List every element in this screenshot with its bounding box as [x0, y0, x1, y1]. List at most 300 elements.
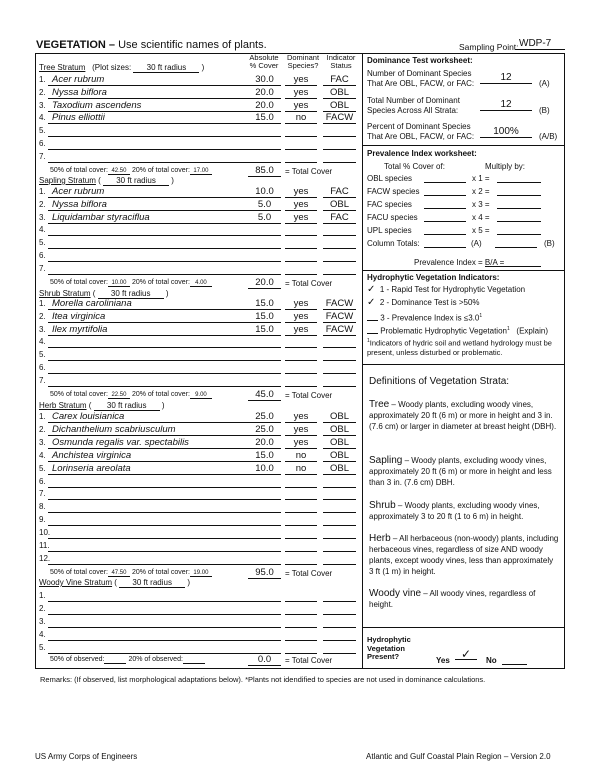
prevalence-index-field[interactable] [485, 258, 541, 267]
absolute-cover-field[interactable] [248, 336, 281, 348]
indicator-status-field[interactable]: FAC [323, 212, 356, 224]
absolute-cover-field[interactable] [248, 151, 281, 163]
dominant-species-field[interactable] [285, 224, 317, 236]
shrub-species-row [39, 375, 359, 387]
definition-woody-vine: Woody vine – All woody vines, regardless of height. [369, 588, 536, 609]
absolute-cover-field[interactable] [248, 629, 281, 641]
row-number: 5. [39, 126, 46, 136]
indicator-status-field[interactable] [323, 514, 356, 526]
column-total-b-field[interactable] [495, 239, 537, 248]
species-name-field[interactable] [48, 125, 281, 137]
absolute-cover-field[interactable]: 20.0 [248, 87, 281, 99]
prevalence-cover-field[interactable] [424, 213, 466, 222]
species-name-field[interactable] [48, 527, 281, 539]
row-number: 11. [39, 541, 50, 550]
multiplier-label: x 2 = [472, 187, 490, 196]
absolute-cover-field[interactable] [248, 540, 281, 552]
species-name-field[interactable] [48, 540, 281, 552]
dominant-species-field[interactable]: no [285, 112, 317, 124]
absolute-cover-field[interactable] [248, 527, 281, 539]
indicator-status-field[interactable]: FACW [323, 112, 356, 124]
prevalence-species-label: UPL species [367, 226, 412, 235]
dominant-species-field[interactable]: yes [285, 212, 317, 224]
dominant-species-field[interactable] [285, 642, 317, 654]
row-number: 10. [39, 528, 51, 538]
absolute-cover-field[interactable]: 15.0 [248, 112, 281, 124]
absolute-cover-field[interactable]: 15.0 [248, 324, 281, 336]
absolute-cover-field[interactable]: 10.0 [248, 186, 281, 198]
multiplier-label: x 4 = [472, 213, 490, 222]
dominant-species-field[interactable]: yes [285, 186, 317, 198]
sapling-total-cover[interactable]: 20.0 [248, 277, 281, 289]
indicator-status-field[interactable] [323, 501, 356, 513]
shrub-plot-size-field[interactable]: 30 ft radius [98, 289, 164, 299]
dominant-species-field[interactable] [285, 527, 317, 539]
present-no-label: No [486, 656, 497, 665]
absolute-cover-field[interactable] [248, 362, 281, 374]
row-number: 3. [39, 212, 46, 222]
shrub-species-row [39, 311, 359, 323]
dominant-species-field[interactable] [285, 590, 317, 602]
column-total-a-field[interactable] [424, 239, 466, 248]
species-name-field[interactable] [48, 151, 281, 163]
tree-species-row [39, 112, 359, 124]
row-number: 6. [39, 476, 46, 486]
prevalence-cover-field[interactable] [424, 200, 466, 209]
dominant-species-field[interactable]: yes [285, 87, 317, 99]
dominant-species-field[interactable] [285, 349, 317, 361]
prevalence-result-field[interactable] [497, 187, 541, 196]
indicator-status-field[interactable] [323, 476, 356, 488]
absolute-cover-field[interactable] [248, 616, 281, 628]
absolute-cover-field[interactable] [248, 237, 281, 249]
absolute-cover-field[interactable] [248, 349, 281, 361]
shrub-species-row [39, 362, 359, 374]
herb-species-row [39, 527, 359, 539]
prevalence-result-field[interactable] [497, 213, 541, 222]
page-title: VEGETATION – Use scientific names of plants. [36, 39, 267, 51]
indicator-status-field[interactable]: FACW [323, 324, 356, 336]
row-number: 7. [39, 151, 46, 161]
tree-species-row [39, 125, 359, 137]
dominant-species-field[interactable] [285, 476, 317, 488]
dominant-species-field[interactable] [285, 603, 317, 615]
row-number: 5. [39, 350, 46, 360]
tree-cover-thresholds: 50% of total cover: 42.50 20% of total cover: 17.00 [50, 167, 212, 175]
remarks-label: Remarks: (If observed, list morphological adaptations below). *Plants not idendified to species are not used in dominance calculations. [40, 675, 486, 684]
dominant-species-field[interactable]: yes [285, 199, 317, 211]
dominance-a-label: Number of Dominant Species That Are OBL, FACW, or FAC: [367, 69, 475, 88]
vine-species-row [39, 642, 359, 654]
indicator-status-field[interactable]: OBL [323, 100, 356, 112]
absolute-cover-field[interactable] [248, 224, 281, 236]
dominant-species-field[interactable] [285, 501, 317, 513]
row-number: 4. [39, 113, 46, 123]
absolute-cover-field[interactable] [248, 642, 281, 654]
species-name-field[interactable]: Lorinseria areolata [48, 463, 281, 475]
shrub-total-cover[interactable]: 45.0 [248, 389, 281, 401]
indicators-footnote: $^1$Indicators of hydric soil and wetland hydrology must be present, unless disturbed or problematic. [367, 338, 552, 357]
row-number: 2. [39, 87, 46, 97]
present-yes-field[interactable]: ✓ [455, 649, 477, 660]
dominance-title: Dominance Test worksheet: [367, 56, 473, 65]
indicator-status-field[interactable] [323, 540, 356, 552]
species-name-field[interactable]: Taxodium ascendens [48, 100, 281, 112]
dominance-b-label: Total Number of Dominant Species Across All Strata: [367, 96, 460, 115]
prevalence-result-field[interactable] [497, 174, 541, 183]
absolute-cover-field[interactable]: 10.0 [248, 463, 281, 475]
prevalence-cover-field[interactable] [424, 226, 466, 235]
dominant-species-field[interactable]: yes [285, 411, 317, 423]
dominant-species-field[interactable]: yes [285, 437, 317, 449]
row-number: 9. [39, 515, 46, 525]
absolute-cover-field[interactable] [248, 488, 281, 500]
species-name-field[interactable]: Morella caroliniana [48, 298, 281, 310]
absolute-cover-field[interactable] [248, 263, 281, 275]
indicator-rapid-test[interactable]: ✓ 1 - Rapid Test for Hydrophytic Vegetation [367, 284, 526, 295]
dominant-species-field[interactable] [285, 616, 317, 628]
indicator-status-field[interactable] [323, 527, 356, 539]
species-name-field[interactable]: Itea virginica [48, 311, 281, 323]
species-name-field[interactable]: Liquidambar styraciflua [48, 212, 281, 224]
prevalence-title: Prevalence Index worksheet: [367, 149, 477, 158]
sapling-species-row [39, 263, 359, 275]
prevalence-index-label: Prevalence Index = B/A = [414, 258, 505, 267]
sapling-species-row [39, 199, 359, 211]
row-number: 1. [39, 187, 46, 196]
indicator-status-field[interactable]: OBL [323, 437, 356, 449]
indicator-status-field[interactable] [323, 138, 356, 150]
row-number: 4. [39, 337, 46, 347]
sapling-species-row [39, 250, 359, 262]
species-name-field[interactable]: Pinus elliottii [48, 112, 281, 124]
dominant-species-field[interactable] [285, 336, 317, 348]
row-number: 1. [39, 75, 46, 84]
prevalence-result-field[interactable] [497, 200, 541, 209]
tag-b: (B) [544, 239, 555, 248]
species-name-field[interactable]: Osmunda regalis var. spectabilis [48, 437, 281, 449]
indicator-status-field[interactable]: FAC [323, 74, 356, 86]
dominant-species-field[interactable]: yes [285, 311, 317, 323]
species-name-field[interactable]: Ilex myrtifolia [48, 324, 281, 336]
row-number: 6. [39, 363, 46, 372]
indicator-status-field[interactable]: FAC [323, 186, 356, 198]
species-name-field[interactable] [48, 553, 281, 565]
row-number: 5. [39, 238, 46, 248]
species-name-field[interactable]: Carex louisianica [48, 411, 281, 423]
row-number: 7. [39, 489, 46, 499]
species-name-field[interactable] [48, 263, 281, 275]
dominant-species-field[interactable] [285, 125, 317, 137]
absolute-cover-field[interactable]: 15.0 [248, 298, 281, 310]
sapling-species-row [39, 237, 359, 249]
prevalence-cover-field[interactable] [424, 174, 466, 183]
total-cover-label: = Total Cover [285, 656, 333, 665]
species-name-field[interactable]: Nyssa biflora [48, 199, 281, 211]
herb-species-row [39, 437, 359, 449]
row-number: 2. [39, 603, 46, 613]
dominant-species-field[interactable] [285, 375, 317, 387]
footer-region: Atlantic and Gulf Coastal Plain Region – Version 2.0 [366, 752, 551, 761]
dominant-species-field[interactable] [285, 488, 317, 500]
total-cover-label: = Total Cover [285, 569, 333, 578]
tag-ab: (A/B) [539, 132, 558, 141]
tree-species-row [39, 138, 359, 150]
row-number: 2. [39, 311, 46, 321]
indicator-dominance-test[interactable]: ✓ 2 - Dominance Test is >50% [367, 297, 480, 308]
sapling-stratum-header: Sapling Stratum ( 30 ft radius ) [39, 176, 174, 185]
indicator-problematic[interactable]: Problematic Hydrophytic Vegetation$^1$ (Explain) [367, 324, 548, 337]
dominant-species-field[interactable] [285, 540, 317, 552]
row-number: 1. [39, 591, 46, 600]
species-name-field[interactable] [48, 362, 281, 374]
row-number: 6. [39, 139, 46, 148]
absolute-cover-field[interactable] [248, 553, 281, 565]
indicator-status-field[interactable] [323, 349, 356, 361]
check-icon: ✓ [367, 297, 376, 308]
col-dominant: Dominant Species? [286, 53, 320, 70]
row-number: 4. [39, 629, 46, 639]
dominant-species-field[interactable]: no [285, 463, 317, 475]
dominant-species-field[interactable]: yes [285, 298, 317, 310]
indicator-status-field[interactable]: OBL [323, 424, 356, 436]
species-name-field[interactable]: Dichanthelium scabriusculum [48, 424, 281, 436]
dominant-species-field[interactable] [285, 250, 317, 262]
dominant-species-field[interactable] [285, 138, 317, 150]
divider-dominance [362, 145, 565, 146]
dominance-percent-field[interactable]: 100% [480, 126, 532, 138]
absolute-cover-field[interactable]: 25.0 [248, 424, 281, 436]
indicator-status-field[interactable]: OBL [323, 411, 356, 423]
row-number: 4. [39, 225, 46, 235]
sampling-point-field[interactable]: WDP-7 [515, 38, 565, 50]
dominant-species-field[interactable] [285, 629, 317, 641]
vine-cover-thresholds: 50% of observed: 20% of observed: [50, 656, 205, 664]
absolute-cover-field[interactable] [248, 501, 281, 513]
species-name-field[interactable] [48, 603, 281, 615]
shrub-species-row [39, 336, 359, 348]
vine-total-cover[interactable]: 0.0 [248, 654, 281, 666]
herb-species-row [39, 553, 359, 565]
definition-shrub: Shrub – Woody plants, excluding woody vines, approximately 3 to 20 ft (1 to 6 m) in height. [369, 500, 540, 521]
tree-plot-size-field[interactable]: 30 ft radius [133, 63, 199, 73]
indicator-status-field[interactable]: OBL [323, 463, 356, 475]
species-name-field[interactable] [48, 375, 281, 387]
indicator-status-field[interactable] [323, 362, 356, 374]
species-name-field[interactable] [48, 590, 281, 602]
indicator-status-field[interactable] [323, 125, 356, 137]
tree-stratum-header: Tree Stratum (Plot sizes: 30 ft radius ) [39, 63, 205, 72]
prevalence-col-multiply: Multiply by: [485, 162, 526, 171]
prevalence-cover-field[interactable] [424, 187, 466, 196]
indicator-status-field[interactable]: OBL [323, 87, 356, 99]
absolute-cover-field[interactable] [248, 476, 281, 488]
herb-species-row [39, 411, 359, 423]
indicator-status-field[interactable] [323, 629, 356, 641]
herb-species-row [39, 514, 359, 526]
row-number: 3. [39, 100, 46, 110]
tree-species-row [39, 151, 359, 163]
dominant-species-field[interactable]: yes [285, 74, 317, 86]
absolute-cover-field[interactable]: 30.0 [248, 74, 281, 86]
row-number: 7. [39, 375, 46, 385]
indicator-status-field[interactable] [323, 237, 356, 249]
indicator-prevalence-index[interactable]: 3 - Prevalence Index is $\le 3.0^1$ [367, 311, 482, 324]
herb-total-cover[interactable]: 95.0 [248, 567, 281, 579]
absolute-cover-field[interactable] [248, 603, 281, 615]
row-number: 12. [39, 553, 51, 563]
row-number: 4. [39, 450, 46, 460]
species-name-field[interactable] [48, 629, 281, 641]
prevalence-col-cover: Total % Cover of: [384, 162, 445, 171]
species-name-field[interactable] [48, 250, 281, 262]
col-indicator: Indicator Status [326, 53, 356, 70]
dominant-species-field[interactable] [285, 514, 317, 526]
species-name-field[interactable] [48, 616, 281, 628]
species-name-field[interactable] [48, 224, 281, 236]
indicator-status-field[interactable] [323, 151, 356, 163]
total-cover-label: = Total Cover [285, 167, 333, 176]
species-name-field[interactable] [48, 642, 281, 654]
species-name-field[interactable] [48, 476, 281, 488]
vine-species-row [39, 629, 359, 641]
dominant-species-field[interactable]: yes [285, 100, 317, 112]
vine-plot-size-field[interactable]: 30 ft radius [119, 578, 185, 588]
herb-cover-thresholds: 50% of total cover: 47.50 20% of total cover: 19.00 [50, 569, 212, 577]
total-cover-label: = Total Cover [285, 391, 333, 400]
dominant-species-field[interactable] [285, 237, 317, 249]
multiplier-label: x 5 = [472, 226, 490, 235]
definition-herb: Herb – All herbaceous (non-woody) plants, including herbaceous vines, regardless of size AND woody plants, except woody vines, less than approximately 3 ft (1 m) in height. [369, 533, 559, 576]
species-name-field[interactable] [48, 349, 281, 361]
prevalence-species-label: OBL species [367, 174, 413, 183]
present-no-field[interactable] [502, 656, 527, 665]
col-absolute-cover: Absolute % Cover [249, 53, 279, 70]
tag-a: (A) [539, 79, 550, 88]
absolute-cover-field[interactable]: 5.0 [248, 212, 281, 224]
dominance-c-label: Percent of Dominant Species That Are OBL, FACW, or FAC: [367, 122, 475, 141]
row-number: 7. [39, 263, 46, 273]
dominance-a-field[interactable]: 12 [480, 72, 532, 84]
species-name-field[interactable] [48, 514, 281, 526]
indicator-status-field[interactable] [323, 263, 356, 275]
species-name-field[interactable] [48, 501, 281, 513]
indicator-status-field[interactable] [323, 590, 356, 602]
dominant-species-field[interactable] [285, 263, 317, 275]
tree-species-row [39, 100, 359, 112]
indicator-status-field[interactable] [323, 250, 356, 262]
shrub-species-row [39, 324, 359, 336]
row-number: 3. [39, 324, 46, 334]
prevalence-species-label: FACW species [367, 187, 420, 196]
absolute-cover-field[interactable] [248, 125, 281, 137]
herb-species-row [39, 476, 359, 488]
species-name-field[interactable]: Acer rubrum [48, 186, 281, 198]
indicator-status-field[interactable]: OBL [323, 450, 356, 462]
sampling-point-label: Sampling Point: [459, 42, 519, 52]
species-name-field[interactable] [48, 336, 281, 348]
prevalence-species-label: FACU species [367, 213, 418, 222]
indicator-status-field[interactable] [323, 488, 356, 500]
species-name-field[interactable] [48, 237, 281, 249]
dominance-b-field[interactable]: 12 [480, 99, 532, 111]
divider-definitions [362, 627, 565, 628]
absolute-cover-field[interactable]: 20.0 [248, 437, 281, 449]
shrub-stratum-header: Shrub Stratum ( 30 ft radius ) [39, 289, 169, 298]
shrub-cover-thresholds: 50% of total cover: 22.50 20% of total cover: 9.00 [50, 391, 212, 399]
prevalence-result-field[interactable] [497, 226, 541, 235]
herb-plot-size-field[interactable]: 30 ft radius [94, 401, 160, 411]
tree-total-cover[interactable]: 85.0 [248, 165, 281, 177]
absolute-cover-field[interactable] [248, 590, 281, 602]
tree-species-row [39, 74, 359, 86]
absolute-cover-field[interactable]: 20.0 [248, 100, 281, 112]
species-name-field[interactable]: Anchistea virginica [48, 450, 281, 462]
absolute-cover-field[interactable] [248, 138, 281, 150]
absolute-cover-field[interactable] [248, 375, 281, 387]
tag-a: (A) [471, 239, 482, 248]
absolute-cover-field[interactable] [248, 514, 281, 526]
row-number: 5. [39, 463, 46, 473]
species-name-field[interactable] [48, 138, 281, 150]
divider-indicators [362, 364, 565, 365]
vine-species-row [39, 603, 359, 615]
herb-species-row [39, 501, 359, 513]
indicator-status-field[interactable]: FACW [323, 298, 356, 310]
dominant-species-field[interactable]: yes [285, 424, 317, 436]
indicator-status-field[interactable] [323, 603, 356, 615]
definition-sapling: Sapling – Woody plants, excluding woody vines, approximately 20 ft (6 m) or more in height and less than 3 in. (7.6 cm) DBH. [369, 455, 552, 487]
indicator-status-field[interactable] [323, 616, 356, 628]
absolute-cover-field[interactable]: 5.0 [248, 199, 281, 211]
herb-stratum-header: Herb Stratum ( 30 ft radius ) [39, 401, 165, 410]
divider-prevalence [362, 270, 565, 271]
sapling-plot-size-field[interactable]: 30 ft radius [103, 176, 169, 186]
indicator-status-field[interactable] [323, 642, 356, 654]
herb-species-row [39, 424, 359, 436]
row-number: 6. [39, 251, 46, 260]
sapling-species-row [39, 186, 359, 198]
dominant-species-field[interactable] [285, 362, 317, 374]
absolute-cover-field[interactable]: 25.0 [248, 411, 281, 423]
dominant-species-field[interactable]: yes [285, 324, 317, 336]
row-number: 2. [39, 199, 46, 209]
indicator-status-field[interactable]: FACW [323, 311, 356, 323]
indicator-status-field[interactable] [323, 224, 356, 236]
absolute-cover-field[interactable]: 15.0 [248, 450, 281, 462]
absolute-cover-field[interactable]: 15.0 [248, 311, 281, 323]
dominant-species-field[interactable] [285, 151, 317, 163]
indicator-status-field[interactable] [323, 375, 356, 387]
indicator-status-field[interactable]: OBL [323, 199, 356, 211]
indicator-status-field[interactable] [323, 336, 356, 348]
sapling-species-row [39, 224, 359, 236]
indicator-status-field[interactable] [323, 553, 356, 565]
dominant-species-field[interactable] [285, 553, 317, 565]
species-name-field[interactable]: Nyssa biflora [48, 87, 281, 99]
species-name-field[interactable] [48, 488, 281, 500]
shrub-species-row [39, 349, 359, 361]
column-totals-label: Column Totals: [367, 239, 420, 248]
dominant-species-field[interactable]: no [285, 450, 317, 462]
total-cover-label: = Total Cover [285, 279, 333, 288]
absolute-cover-field[interactable] [248, 250, 281, 262]
species-name-field[interactable]: Acer rubrum [48, 74, 281, 86]
vine-species-row [39, 590, 359, 602]
present-yes-label: Yes [436, 656, 450, 665]
row-number: 3. [39, 437, 46, 447]
check-icon: ✓ [367, 284, 376, 295]
